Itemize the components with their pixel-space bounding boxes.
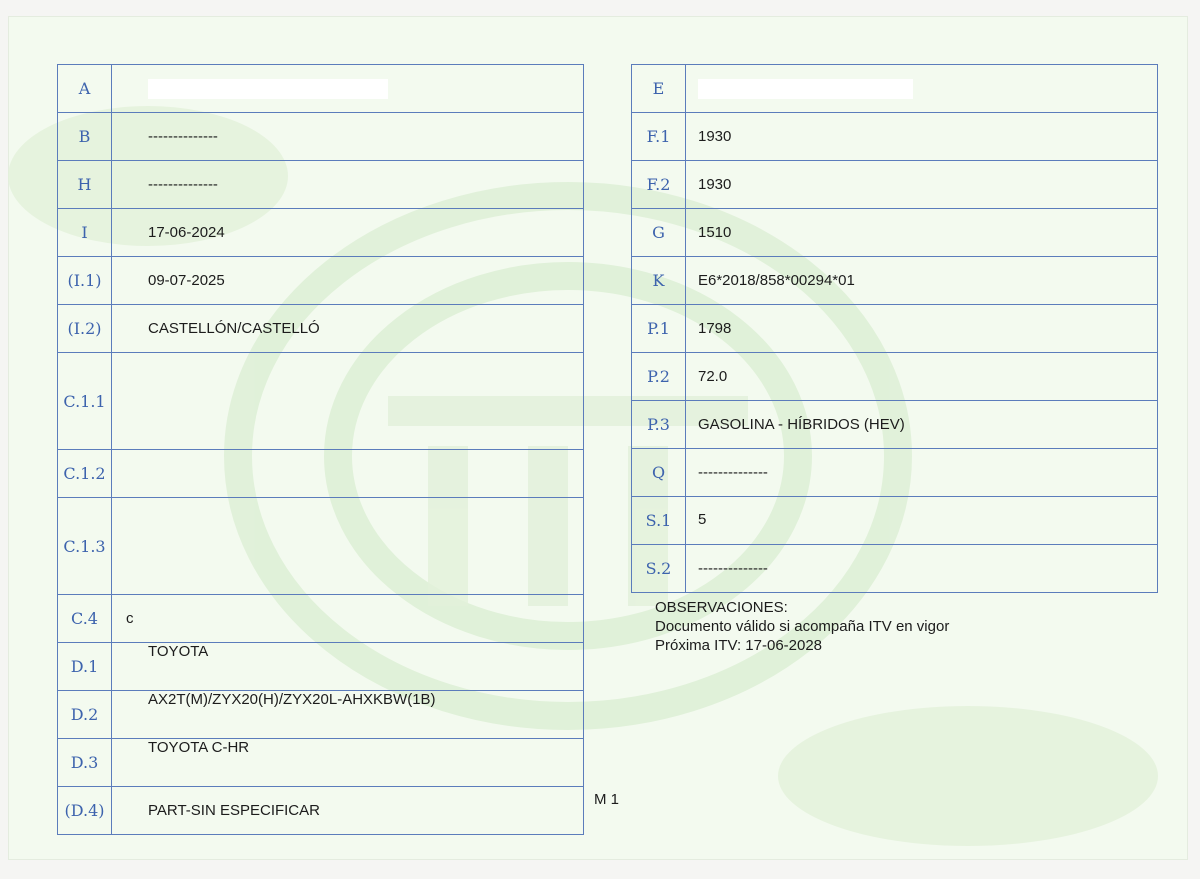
field-label: C.1.3 [58, 498, 112, 595]
field-label: D.2 [58, 691, 112, 739]
field-value: -------------- [112, 113, 584, 161]
field-value: -------------- [112, 161, 584, 209]
field-value: -------------- [686, 449, 1158, 497]
row-i2 [58, 305, 584, 353]
row-p1 [632, 305, 1158, 353]
field-label: I [58, 209, 112, 257]
field-label: (I.1) [58, 257, 112, 305]
row-c12 [58, 450, 584, 498]
field-label: H [58, 161, 112, 209]
observaciones-line: Documento válido si acompaña ITV en vigor [655, 618, 950, 635]
row-d1 [58, 643, 584, 691]
field-label: C.4 [58, 595, 112, 643]
row-f2 [632, 161, 1158, 209]
field-value-a [112, 65, 584, 113]
observaciones-block [655, 598, 949, 655]
row-a [58, 65, 584, 113]
field-value: 72.0 [686, 353, 1158, 401]
field-label: K [632, 257, 686, 305]
row-g [632, 209, 1158, 257]
field-label: Q [632, 449, 686, 497]
row-i1 [58, 257, 584, 305]
row-p2 [632, 353, 1158, 401]
row-k [632, 257, 1158, 305]
field-label: P.1 [632, 305, 686, 353]
field-value: AX2T(M)/ZYX20(H)/ZYX20L-AHXKBW(1B) [112, 691, 584, 739]
field-value: 1930 [686, 161, 1158, 209]
field-value: 17-06-2024 [112, 209, 584, 257]
field-label: D.3 [58, 739, 112, 787]
observaciones-title: OBSERVACIONES: [655, 599, 788, 616]
field-label: (I.2) [58, 305, 112, 353]
field-value: E6*2018/858*00294*01 [686, 257, 1158, 305]
field-label: S.2 [632, 545, 686, 593]
row-s1 [632, 497, 1158, 545]
vehicle-category: M 1 [594, 791, 620, 808]
row-f1 [632, 113, 1158, 161]
row-b [58, 113, 584, 161]
right-data-table [631, 64, 1158, 593]
observaciones-line: Próxima ITV: 17-06-2028 [655, 637, 823, 654]
row-d3 [58, 739, 584, 787]
field-value: 5 [686, 497, 1158, 545]
field-value [112, 498, 584, 595]
field-label: P.2 [632, 353, 686, 401]
row-i [58, 209, 584, 257]
row-c11 [58, 353, 584, 450]
row-e [632, 65, 1158, 113]
field-value: PART-SIN ESPECIFICAR [112, 787, 584, 835]
field-label: S.1 [632, 497, 686, 545]
field-label: B [58, 113, 112, 161]
field-value: GASOLINA - HÍBRIDOS (HEV) [686, 401, 1158, 449]
row-c13 [58, 498, 584, 595]
field-value: 1798 [686, 305, 1158, 353]
field-label: E [632, 65, 686, 113]
field-value: 1510 [686, 209, 1158, 257]
field-label: F.2 [632, 161, 686, 209]
field-value: CASTELLÓN/CASTELLÓ [112, 305, 584, 353]
field-label: D.1 [58, 643, 112, 691]
redacted-block [698, 79, 913, 99]
field-label: A [58, 65, 112, 113]
field-label: (D.4) [58, 787, 112, 835]
field-value [112, 450, 584, 498]
field-value: TOYOTA C-HR [112, 739, 584, 787]
row-d4 [58, 787, 584, 835]
row-s2 [632, 545, 1158, 593]
row-q [632, 449, 1158, 497]
field-label: C.1.2 [58, 450, 112, 498]
redacted-block [148, 79, 388, 99]
field-value: c [112, 595, 584, 643]
row-d2 [58, 691, 584, 739]
field-value: 09-07-2025 [112, 257, 584, 305]
field-label: C.1.1 [58, 353, 112, 450]
row-c4 [58, 595, 584, 643]
field-value-e [686, 65, 1158, 113]
row-h [58, 161, 584, 209]
field-label: F.1 [632, 113, 686, 161]
field-label: P.3 [632, 401, 686, 449]
row-p3 [632, 401, 1158, 449]
field-value: TOYOTA [112, 643, 584, 691]
left-data-table [57, 64, 584, 835]
field-value: 1930 [686, 113, 1158, 161]
field-label: G [632, 209, 686, 257]
field-value [112, 353, 584, 450]
field-value: -------------- [686, 545, 1158, 593]
